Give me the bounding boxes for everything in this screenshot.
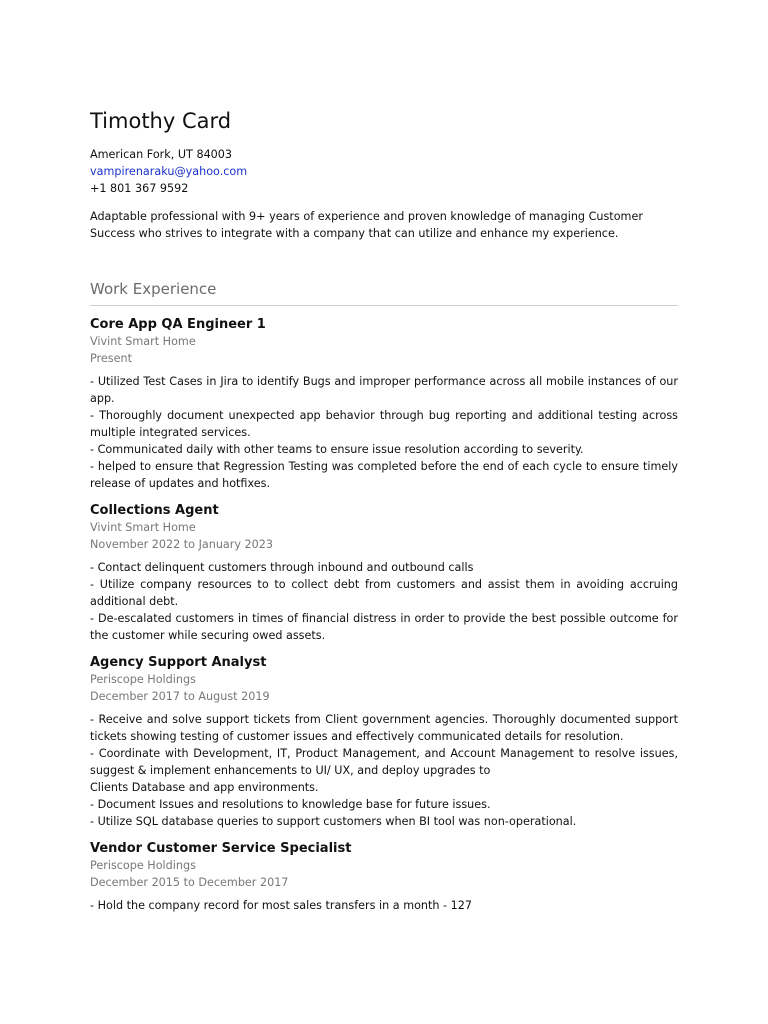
- jobs-list: [90, 316, 678, 914]
- email-link[interactable]: vampirenaraku@yahoo.com: [90, 165, 248, 178]
- candidate-name: Timothy Card: [90, 109, 232, 133]
- job-company: Periscope Holdings: [90, 673, 196, 686]
- job-bullet: - Communicated daily with other teams to ensure issue resolution according to severity.: [90, 443, 584, 456]
- job-company: Periscope Holdings: [90, 859, 196, 872]
- phone: +1 801 367 9592: [90, 182, 189, 195]
- job-title: Collections Agent: [90, 503, 219, 518]
- contact-block: [90, 146, 678, 197]
- job-bullet: - Utilize SQL database queries to support customers when BI tool was non-operational.: [90, 815, 577, 828]
- job-title: Core App QA Engineer 1: [90, 317, 266, 332]
- job-dates: November 2022 to January 2023: [90, 538, 274, 551]
- job-entry: [90, 502, 678, 644]
- job-bullet: - Thoroughly document unexpected app behavior through bug reporting and additional testing across multiple integrated services.: [90, 409, 678, 439]
- job-bullet: - Hold the company record for most sales transfers in a month - 127: [90, 899, 473, 912]
- job-entry: [90, 840, 678, 914]
- job-dates: December 2017 to August 2019: [90, 690, 270, 703]
- section-title-work-experience: Work Experience: [90, 279, 678, 306]
- job-description: [90, 897, 678, 914]
- job-entry: [90, 654, 678, 830]
- job-dates: Present: [90, 352, 132, 365]
- resume: [90, 108, 678, 914]
- job-bullet: - De-escalated customers in times of financial distress in order to provide the best possible outcome for the customer while securing owed assets.: [90, 612, 678, 642]
- job-bullet: - Coordinate with Development, IT, Product Management, and Account Management to resolve issues, suggest & implement enhancements to UI/ UX, and deploy upgrades to: [90, 747, 678, 777]
- job-title: Vendor Customer Service Specialist: [90, 841, 352, 856]
- job-bullet: - Contact delinquent customers through inbound and outbound calls: [90, 561, 474, 574]
- job-company: Vivint Smart Home: [90, 521, 196, 534]
- location: American Fork, UT 84003: [90, 148, 233, 161]
- job-bullet: - Document Issues and resolutions to knowledge base for future issues.: [90, 798, 491, 811]
- job-bullet: - Receive and solve support tickets from Client government agencies. Thoroughly documented support tickets showing testing of customer issues and effectively communicated details for resolution.: [90, 713, 678, 743]
- job-bullet: - helped to ensure that Regression Testing was completed before the end of each cycle to ensure timely release of updates and hotfixes.: [90, 460, 678, 490]
- job-entry: [90, 316, 678, 492]
- job-bullet: Clients Database and app environments.: [90, 781, 319, 794]
- job-bullet: - Utilize company resources to to collect debt from customers and assist them in avoiding accruing additional debt.: [90, 578, 678, 608]
- job-description: [90, 373, 678, 492]
- job-description: [90, 711, 678, 830]
- job-dates: December 2015 to December 2017: [90, 876, 289, 889]
- job-title: Agency Support Analyst: [90, 655, 267, 670]
- job-company: Vivint Smart Home: [90, 335, 196, 348]
- summary: Adaptable professional with 9+ years of experience and proven knowledge of managing Customer Success who strives to integrate with a company that can utilize and enhance my experience.: [90, 210, 643, 240]
- job-description: [90, 559, 678, 644]
- job-bullet: - Utilized Test Cases in Jira to identify Bugs and improper performance across all mobile instances of our app.: [90, 375, 678, 405]
